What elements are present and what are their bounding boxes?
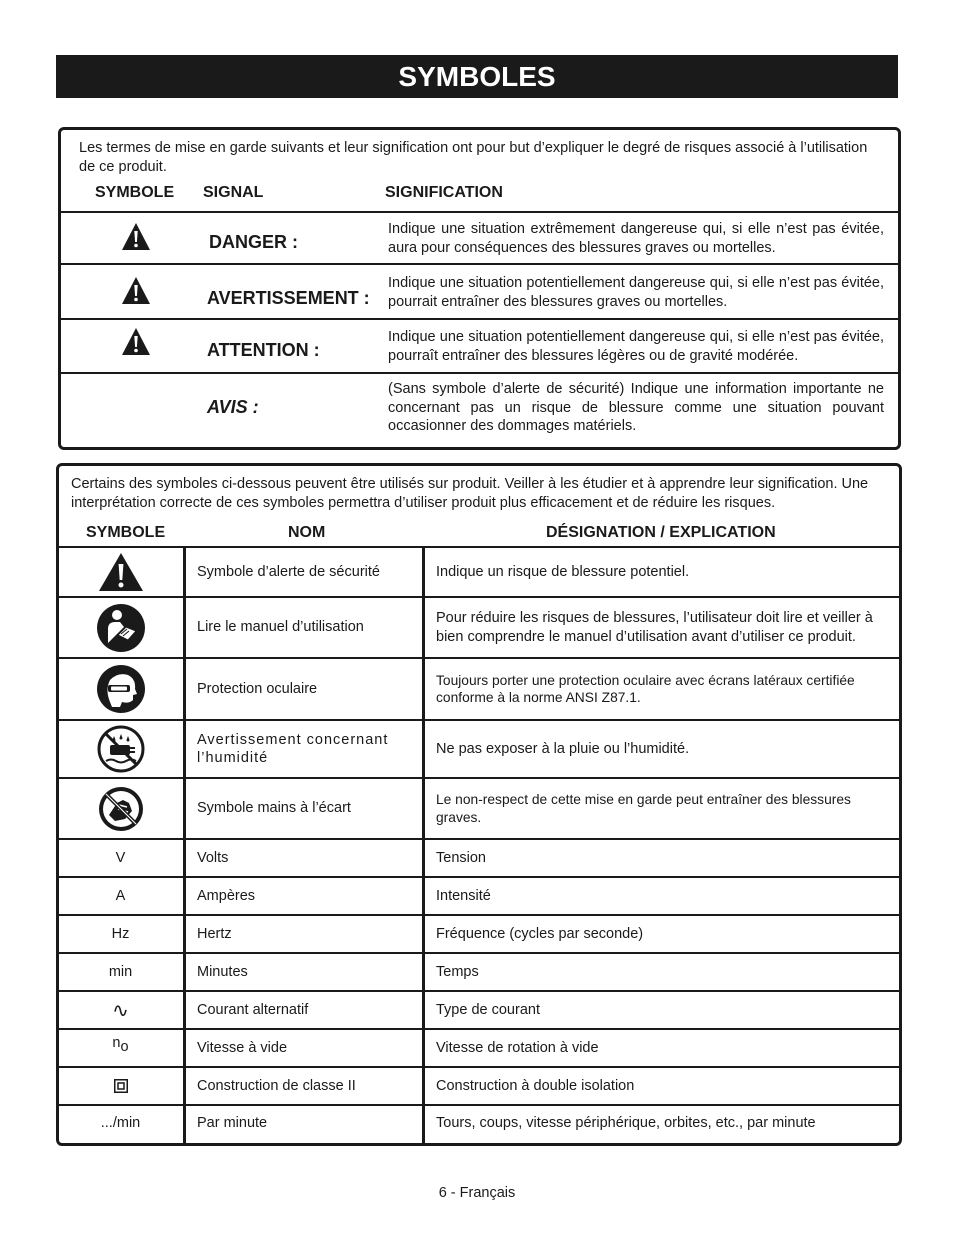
symbol-description: Tours, coups, vitesse périphérique, orbites, etc., par minute: [436, 1114, 816, 1131]
symbol-text: n: [112, 1035, 121, 1051]
table-row: [59, 777, 899, 838]
symbol-name: Hertz: [197, 925, 232, 942]
symbol-description: Vitesse de rotation à vide: [436, 1039, 599, 1056]
eye-protection-icon: [96, 664, 146, 714]
symbol-description: Intensité: [436, 887, 491, 904]
header-signal: SIGNAL: [203, 184, 264, 201]
symbol-description: Type de courant: [436, 1001, 540, 1018]
symbol-name: Par minute: [197, 1114, 268, 1131]
safety-alert-icon: [98, 552, 144, 592]
signal-words-table: [58, 127, 901, 450]
signal-row-attention: [61, 318, 898, 372]
symbol-text: min: [108, 964, 133, 980]
warning-triangle-icon: [121, 222, 151, 252]
table-row: [59, 838, 899, 876]
symbols-table: [56, 463, 902, 1146]
symbol-text: Hz: [111, 926, 130, 942]
signal-meaning: (Sans symbole d’alerte de sécurité) Indique une information importante ne concernant pas un risque de blessure comme une situation pouvant occasionner des dommages matériels.: [388, 381, 884, 434]
table-row: [59, 719, 899, 777]
signal-words-intro: Les termes de mise en garde suivants et leur signification ont pour but d’expliquer le degré de risques associé à l’utilisation de ce produit.: [79, 140, 868, 175]
symbol-name: Lire le manuel d’utilisation: [197, 619, 364, 636]
table-row: [59, 657, 899, 719]
warning-triangle-icon: [121, 327, 151, 357]
symbol-description: Pour réduire les risques de blessures, l’utilisateur doit lire et veiller à bien comprendre le manuel d’utilisation avant d’utiliser ce produit.: [436, 610, 873, 645]
signal-row-danger: [61, 211, 898, 265]
table-row: [59, 1104, 899, 1140]
header-meaning: SIGNIFICATION: [385, 184, 503, 201]
hands-away-icon: [97, 785, 145, 833]
warning-triangle-icon: [121, 276, 151, 306]
header-description: DÉSIGNATION / EXPLICATION: [546, 524, 776, 541]
symbol-name: Courant alternatif: [197, 1001, 309, 1018]
symbol-text: A: [115, 888, 126, 904]
signal-label: DANGER :: [209, 232, 298, 252]
signal-label: ATTENTION :: [207, 340, 320, 360]
symbols-intro: Certains des symboles ci-dessous peuvent être utilisés sur produit. Veiller à les étudier et à apprendre leur signification. Une interprétation correcte de ces symboles permettra d’utiliser produit plus efficacement et de réduire les risques.: [71, 476, 869, 511]
signal-meaning: Indique une situation potentiellement dangereuse qui, si elle n’est pas évitée, pourraît entraîner des blessures légères ou de gravité modérée.: [388, 329, 884, 364]
signal-meaning: Indique une situation extrêmement dangereuse qui, si elle n’est pas évitée, aura pour conséquences des blessures graves ou mortelles.: [388, 221, 884, 256]
table-row: [59, 596, 899, 657]
header-symbol: SYMBOLE: [95, 184, 175, 201]
symbol-name: Construction de classe II: [197, 1077, 356, 1094]
table-row: [59, 1066, 899, 1104]
wet-conditions-icon: [97, 725, 145, 773]
page-title: SYMBOLES: [56, 55, 898, 98]
read-manual-icon: [96, 603, 146, 653]
symbol-name: Avertissement concernant l’humidité: [197, 731, 389, 766]
signal-label: AVIS :: [207, 397, 259, 417]
signal-label: AVERTISSEMENT :: [207, 288, 370, 308]
symbol-description: Temps: [436, 963, 479, 980]
symbol-name: Ampères: [197, 887, 256, 904]
page-number: 6 - Français: [438, 1185, 516, 1201]
symbol-subscript: o: [120, 1039, 129, 1055]
table-row: [59, 914, 899, 952]
no-load-speed-symbol: [59, 1030, 182, 1066]
symbol-description: Construction à double isolation: [436, 1077, 635, 1094]
symbol-name: Volts: [197, 849, 229, 866]
symbol-name: Protection oculaire: [197, 680, 318, 697]
symbol-description: Le non-respect de cette mise en garde peut entraîner des blessures graves.: [436, 792, 851, 825]
symbol-name: Symbole mains à l’écart: [197, 800, 351, 817]
symbol-name: Symbole d’alerte de sécurité: [197, 563, 380, 580]
symbol-text: V: [115, 850, 126, 866]
table-row: [59, 1028, 899, 1066]
symbol-name: Vitesse à vide: [197, 1039, 288, 1056]
header-symbol: SYMBOLE: [86, 524, 166, 541]
symbol-text: .../min: [100, 1115, 141, 1131]
symbol-description: Tension: [436, 849, 486, 866]
table-row: [59, 990, 899, 1028]
header-name: NOM: [288, 524, 326, 541]
symbol-name: Minutes: [197, 963, 248, 980]
symbol-description: Ne pas exposer à la pluie ou l’humidité.: [436, 740, 690, 757]
table-row: [59, 952, 899, 990]
symbol-description: Indique un risque de blessure potentiel.: [436, 563, 690, 580]
alternating-current-icon: ∿: [112, 999, 129, 1022]
symbol-description: Fréquence (cycles par seconde): [436, 925, 644, 942]
symbol-description: Toujours porter une protection oculaire avec écrans latéraux certifiée conforme à la norme ANSI Z87.1.: [436, 672, 855, 705]
signal-meaning: Indique une situation potentiellement dangereuse qui, si elle n’est pas évitée, pourrait entraîner des blessures graves ou mortelles.: [388, 275, 884, 310]
table-row: [59, 546, 899, 596]
signal-row-avis: [61, 372, 898, 446]
table-row: [59, 876, 899, 914]
class-ii-construction-icon: [114, 1079, 128, 1093]
signal-row-avertissement: [61, 263, 898, 319]
